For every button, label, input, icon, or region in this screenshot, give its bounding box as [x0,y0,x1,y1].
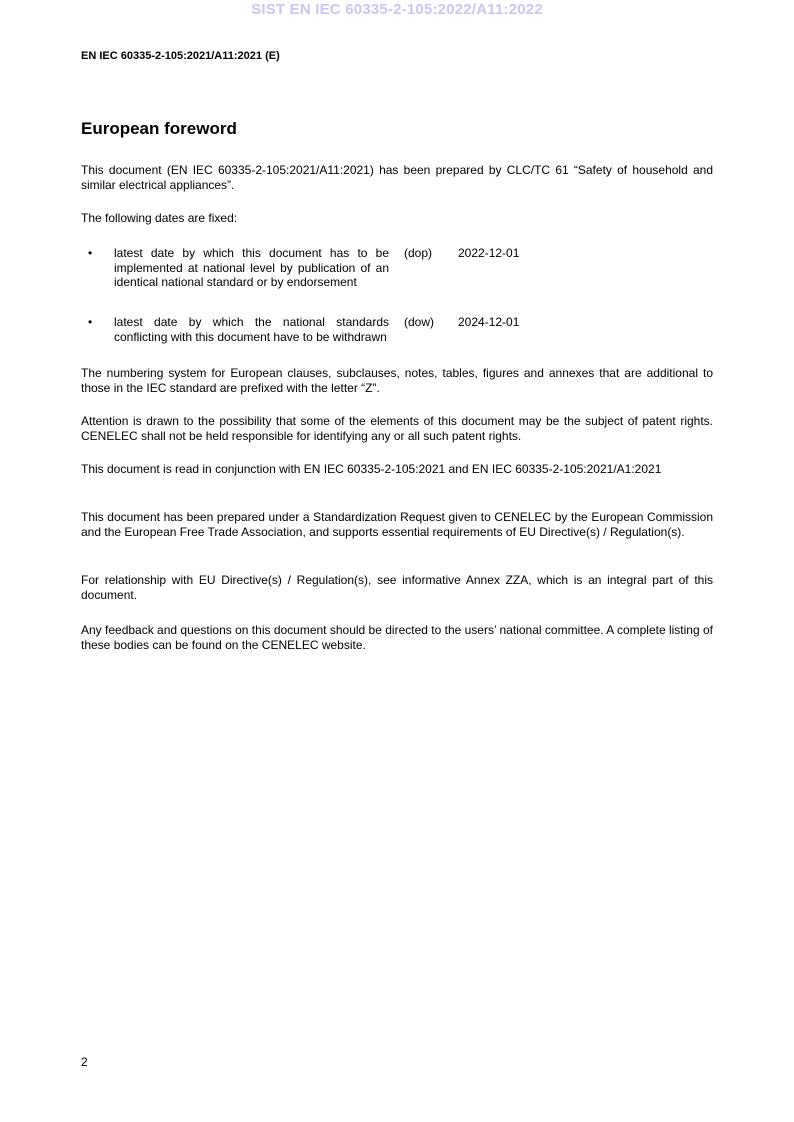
conjunction-paragraph [81,462,713,477]
section-title: European foreword [81,119,237,138]
date-item-abbr: (dop) [404,246,433,260]
date-item-value: 2024-12-01 [458,315,520,329]
directive-paragraph: For relationship with EU Directive(s) / Regulation(s), see informative Annex ZZA, which is an integral part of this document. [81,573,713,602]
patent-paragraph: Attention is drawn to the possibility that some of the elements of this document may be the subject of patent rights. CENELEC shall not be held responsible for identifying any or all such patent rights. [81,414,713,443]
date-item-text: latest date by which this document has to be implemented at national level by publication of an identical national standard or by endorsement [114,246,389,289]
page-number: 2 [81,1055,88,1069]
watermark: SIST EN IEC 60335-2-105:2022/A11:2022 [251,1,543,18]
bullet-icon: • [88,246,93,260]
intro-paragraph: This document (EN IEC 60335-2-105:2021/A11:2021) has been prepared by CLC/TC 61 “Safety of household and similar electrical appliances”. [81,163,713,192]
document-identifier: EN IEC 60335-2-105:2021/A11:2021 (E) [81,50,280,62]
bullet-icon: • [88,315,93,329]
date-item-abbr: (dow) [404,315,435,329]
conjunction-text: This document is read in conjunction with EN IEC 60335-2-105:2021 and EN IEC 60335-2-105:2021/A1:2021 [81,462,662,476]
date-item-text: latest date by which the national standards conflicting with this document have to be withdrawn [114,315,389,344]
dates-intro: The following dates are fixed: [81,211,238,225]
numbering-paragraph: The numbering system for European clauses, subclauses, notes, tables, figures and annexes that are additional to those in the IEC standard are prefixed with the letter “Z”. [81,366,713,395]
standardization-paragraph: This document has been prepared under a Standardization Request given to CENELEC by the European Commission and the European Free Trade Association, and supports essential requirements of EU Directive(s) / Regulation(s). [81,510,713,539]
date-item-value: 2022-12-01 [458,246,520,260]
feedback-paragraph: Any feedback and questions on this document should be directed to the users’ national committee. A complete listing of these bodies can be found on the CENELEC website. [81,623,713,652]
